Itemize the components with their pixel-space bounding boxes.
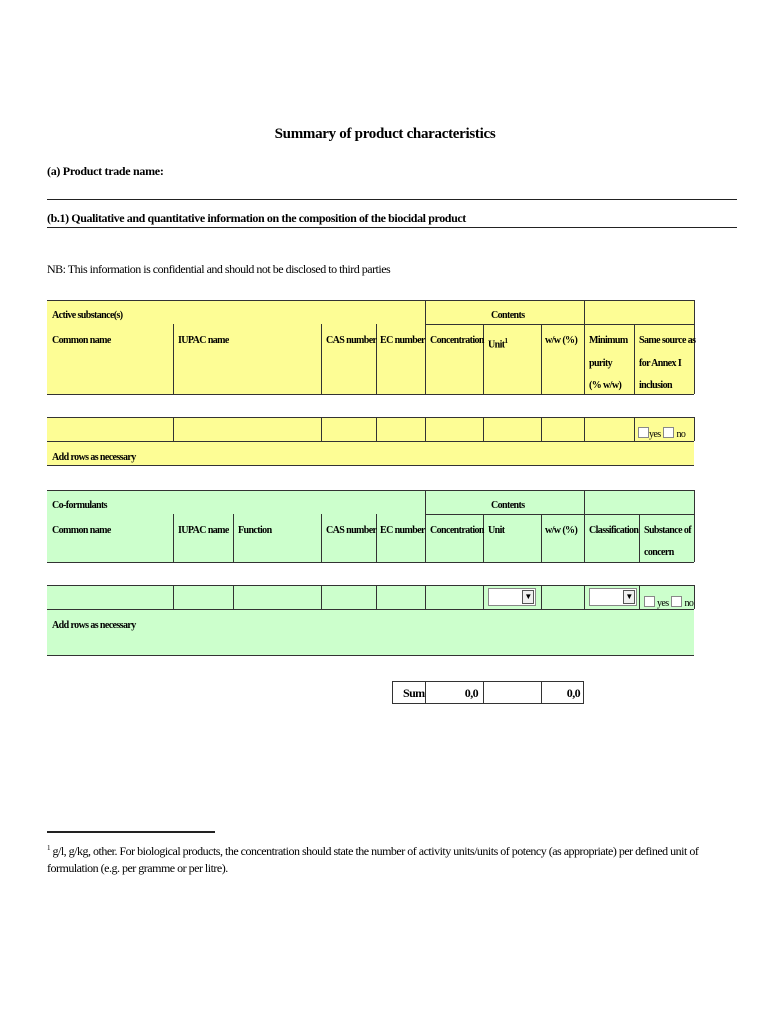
col-iupac-name: IUPAC name xyxy=(178,335,229,346)
col-ec-number: EC number xyxy=(380,525,425,536)
add-rows-note: Add rows as necessary xyxy=(52,452,136,463)
col-minimum-purity-1: Minimum xyxy=(589,335,628,346)
footnote-divider xyxy=(47,831,215,833)
coform-cell-ww[interactable] xyxy=(542,586,583,608)
product-trade-name-label: (a) Product trade name: xyxy=(47,164,164,178)
sum-concentration-total: 0,0 xyxy=(464,686,478,700)
active-cell-cas-number[interactable] xyxy=(322,418,375,440)
col-same-source-2: for Annex I xyxy=(639,358,682,369)
col-substance-of-concern-1: Substance of xyxy=(644,525,691,536)
col-common-name: Common name xyxy=(52,525,111,536)
divider xyxy=(47,199,737,200)
unit-dropdown[interactable] xyxy=(488,588,536,606)
active-cell-minimum-purity[interactable] xyxy=(585,418,633,440)
col-unit: Unit$^1$ xyxy=(488,337,508,351)
contents-label: Contents xyxy=(491,310,525,321)
active-cell-iupac-name[interactable] xyxy=(174,418,320,440)
contents-label: Contents xyxy=(491,500,525,511)
active-substances-label: Active substance(s) xyxy=(52,310,123,321)
no-checkbox[interactable] xyxy=(671,596,682,607)
substance-of-concern-checkboxes xyxy=(644,596,693,610)
footnote-marker: 1 xyxy=(47,844,50,852)
sum-ww-total: 0,0 xyxy=(566,686,580,700)
col-same-source-1: Same source as xyxy=(639,335,696,346)
co-formulants-label: Co-formulants xyxy=(52,500,107,511)
active-cell-unit[interactable] xyxy=(484,418,540,440)
no-label: no xyxy=(684,598,694,609)
same-source-checkboxes xyxy=(638,427,685,441)
footnote-text: g/l, g/kg, other. For biological products, the concentration should state the number of activity units/units of potency (as appropriate) per defined unit of formulation (e.g. per gramme or per litre). xyxy=(47,844,699,875)
coform-cell-ec-number[interactable] xyxy=(377,586,424,608)
classification-dropdown[interactable] xyxy=(589,588,637,606)
divider xyxy=(47,227,737,228)
yes-checkbox[interactable] xyxy=(644,596,655,607)
footnote-ref[interactable]: 1 xyxy=(504,337,508,345)
no-label: no xyxy=(676,429,686,440)
col-ec-number: EC number xyxy=(380,335,425,346)
yes-label: yes xyxy=(649,429,661,440)
yes-checkbox[interactable] xyxy=(638,427,649,438)
coform-cell-function[interactable] xyxy=(234,586,320,608)
col-iupac-name: IUPAC name xyxy=(178,525,229,536)
active-cell-ec-number[interactable] xyxy=(377,418,424,440)
sum-label: Sum xyxy=(403,686,425,700)
add-rows-note: Add rows as necessary xyxy=(52,620,136,631)
no-checkbox[interactable] xyxy=(663,427,674,438)
section-b1-heading: (b.1) Qualitative and quantitative information on the composition of the biocidal product xyxy=(47,211,466,225)
col-unit: Unit xyxy=(488,525,505,536)
coform-cell-common-name[interactable] xyxy=(48,586,172,608)
col-classification: Classification xyxy=(589,525,639,536)
confidentiality-note: NB: This information is confidential and should not be disclosed to third parties xyxy=(47,262,391,276)
active-cell-common-name[interactable] xyxy=(48,418,172,440)
col-function: Function xyxy=(238,525,272,536)
col-ww: w/w (%) xyxy=(545,525,578,536)
col-ww: w/w (%) xyxy=(545,335,578,346)
col-cas-number: CAS number xyxy=(326,525,377,536)
coform-cell-cas-number[interactable] xyxy=(322,586,375,608)
footnote xyxy=(47,840,737,877)
col-common-name: Common name xyxy=(52,335,111,346)
coform-cell-concentration[interactable] xyxy=(426,586,482,608)
col-concentration: Concentration xyxy=(430,335,484,346)
coform-cell-iupac-name[interactable] xyxy=(174,586,232,608)
chevron-down-icon[interactable]: ▼ xyxy=(623,590,635,604)
col-minimum-purity-3: (% w/w) xyxy=(589,380,622,391)
page-title: Summary of product characteristics xyxy=(274,126,496,142)
active-cell-ww[interactable] xyxy=(542,418,583,440)
active-cell-concentration[interactable] xyxy=(426,418,482,440)
chevron-down-icon[interactable]: ▼ xyxy=(522,590,534,604)
col-minimum-purity-2: purity xyxy=(589,358,613,369)
yes-label: yes xyxy=(657,598,669,609)
col-cas-number: CAS number xyxy=(326,335,377,346)
col-same-source-3: inclusion xyxy=(639,380,672,391)
col-concentration: Concentration xyxy=(430,525,484,536)
col-substance-of-concern-2: concern xyxy=(644,547,674,558)
